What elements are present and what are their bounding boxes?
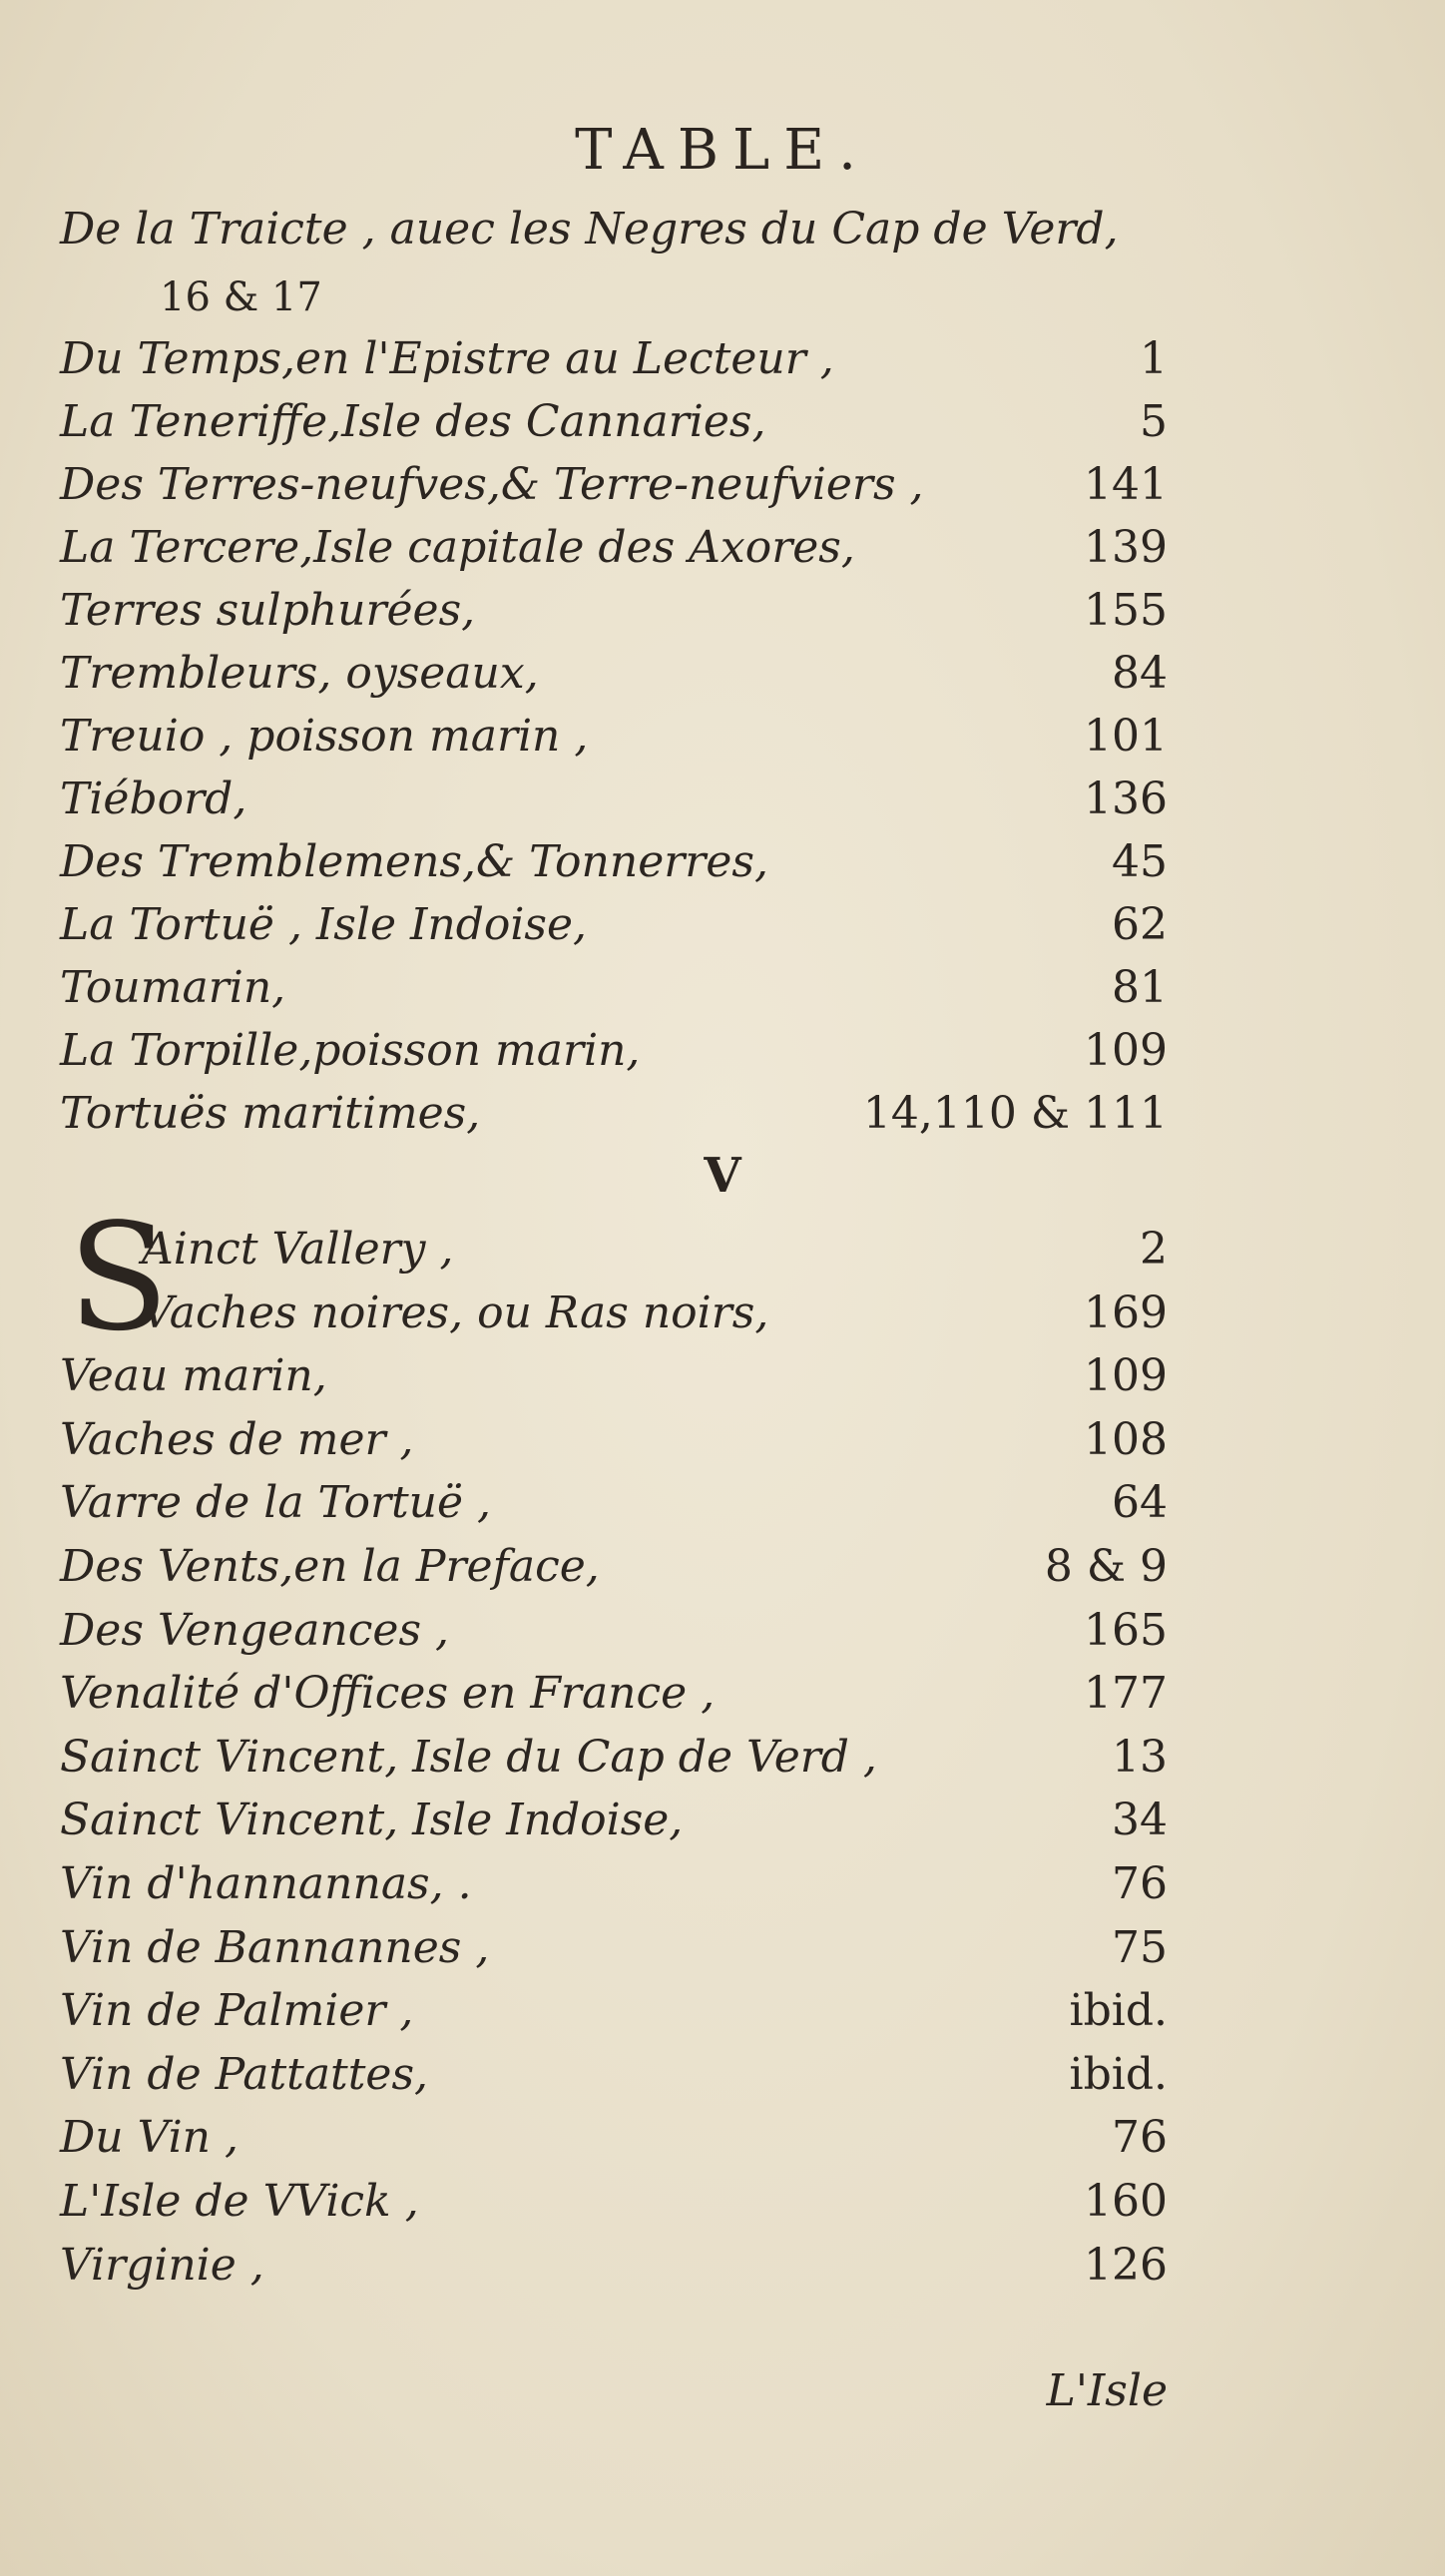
index-entry bbox=[60, 2172, 1168, 2232]
entry-page-number: 5 bbox=[1140, 396, 1168, 447]
entry-text: Tortuës maritimes, bbox=[60, 1088, 481, 1139]
entry-page-number: 177 bbox=[1084, 1668, 1168, 1720]
entry-page-number: 141 bbox=[1084, 459, 1168, 510]
index-entry bbox=[60, 832, 1168, 892]
page-title: TABLE. bbox=[575, 118, 870, 183]
entry-text: Ainct Vallery , bbox=[142, 1224, 454, 1275]
entry-text: Vaches de mer , bbox=[60, 1413, 414, 1465]
entry-text: Toumarin, bbox=[60, 962, 286, 1013]
entry-page-number: 136 bbox=[1084, 773, 1168, 824]
index-entry bbox=[60, 1601, 1168, 1661]
entry-text: Vaches noires, ou Ras noirs, bbox=[142, 1287, 769, 1338]
entry-page-number: 165 bbox=[1084, 1604, 1168, 1656]
index-entry bbox=[60, 1728, 1168, 1788]
index-entry bbox=[60, 1854, 1168, 1914]
entry-text: Du Temps,en l'Epistre au Lecteur , bbox=[60, 333, 834, 384]
index-entry bbox=[60, 329, 1168, 389]
entry-page-number: 45 bbox=[1112, 836, 1168, 887]
entry-text: Vin de Bannannes , bbox=[60, 1921, 490, 1973]
index-entry bbox=[60, 200, 1168, 259]
entry-page-number: ibid. bbox=[1069, 2048, 1168, 2100]
entry-text: Vin de Pattattes, bbox=[60, 2048, 429, 2100]
index-entry bbox=[60, 770, 1168, 829]
index-entry bbox=[60, 2045, 1168, 2105]
index-entry bbox=[60, 1410, 1168, 1470]
entry-text: Des Vengeances , bbox=[60, 1604, 450, 1656]
entry-page-number: 14,110 & 111 bbox=[862, 1088, 1168, 1139]
entry-text: L'Isle de VVick , bbox=[60, 2176, 419, 2227]
entry-text: Vin d'hannannas, . bbox=[60, 1858, 472, 1909]
entry-text: Des Vents,en la Preface, bbox=[60, 1541, 600, 1592]
entry-page-number: 108 bbox=[1084, 1413, 1168, 1465]
entry-page-number: 8 & 9 bbox=[1044, 1541, 1168, 1592]
entry-text: De la Traicte , auec les Negres du Cap de Verd, bbox=[60, 204, 1119, 255]
entry-text: Varre de la Tortuë , bbox=[60, 1477, 492, 1529]
entry-text: Tiébord, bbox=[60, 773, 247, 824]
entry-page-number: 139 bbox=[1084, 522, 1168, 573]
entry-page-number: 62 bbox=[1112, 899, 1168, 950]
index-entry bbox=[60, 1918, 1168, 1978]
entry-page-number: 160 bbox=[1084, 2176, 1168, 2227]
entry-text: Trembleurs, oyseaux, bbox=[60, 648, 539, 699]
entry-text: La Torpille,poisson marin, bbox=[60, 1025, 641, 1076]
index-entry bbox=[60, 392, 1168, 452]
entry-text: Terres sulphurées, bbox=[60, 585, 476, 636]
entry-page-number: 34 bbox=[1112, 1795, 1168, 1846]
entry-text: La Tortuë , Isle Indoise, bbox=[60, 899, 588, 950]
catchword: L'Isle bbox=[1046, 2365, 1168, 2416]
entry-page-number: 75 bbox=[1112, 1921, 1168, 1973]
index-entry bbox=[60, 707, 1168, 767]
entry-page-number: 2 bbox=[1140, 1224, 1168, 1275]
index-entry bbox=[60, 1473, 1168, 1533]
index-entry bbox=[60, 1084, 1168, 1144]
index-entry bbox=[60, 958, 1168, 1018]
index-entry bbox=[60, 2108, 1168, 2168]
index-entry bbox=[60, 1664, 1168, 1724]
index-entry bbox=[60, 1791, 1168, 1850]
index-entry bbox=[142, 1284, 1168, 1343]
entry-page-number: 64 bbox=[1112, 1477, 1168, 1529]
entry-page-number: 1 bbox=[1140, 333, 1168, 384]
index-entry bbox=[142, 1220, 1168, 1280]
entry-page-number: 81 bbox=[1112, 962, 1168, 1013]
index-entry bbox=[60, 1981, 1168, 2041]
entry-text: Virginie , bbox=[60, 2239, 264, 2291]
entry-text: Sainct Vincent, Isle Indoise, bbox=[60, 1795, 684, 1846]
index-entry bbox=[60, 2236, 1168, 2296]
entry-page-number: 169 bbox=[1084, 1287, 1168, 1338]
entry-text: Des Terres-neufves,& Terre-neufviers , bbox=[60, 459, 924, 510]
index-entry bbox=[60, 644, 1168, 704]
entry-page-number: 109 bbox=[1084, 1025, 1168, 1076]
entry-page-number: 126 bbox=[1084, 2239, 1168, 2291]
entry-text: Sainct Vincent, Isle du Cap de Verd , bbox=[60, 1731, 877, 1783]
drop-capital: S bbox=[68, 1192, 170, 1363]
index-entry bbox=[60, 895, 1168, 955]
entry-page-continuation: 16 & 17 bbox=[160, 274, 322, 320]
index-entry bbox=[60, 581, 1168, 641]
entry-page-number: 101 bbox=[1084, 711, 1168, 762]
entry-text: Veau marin, bbox=[60, 1350, 327, 1402]
entry-page-number: 84 bbox=[1112, 648, 1168, 699]
entry-text: Treuio , poisson marin , bbox=[60, 711, 589, 762]
entry-page-number: 76 bbox=[1112, 1858, 1168, 1909]
entry-text: La Teneriffe,Isle des Cannaries, bbox=[60, 396, 766, 447]
entry-page-number: 13 bbox=[1112, 1731, 1168, 1783]
entry-text: Des Tremblemens,& Tonnerres, bbox=[60, 836, 768, 887]
entry-text: Venalité d'Offices en France , bbox=[60, 1668, 716, 1720]
index-entry bbox=[60, 1346, 1168, 1406]
entry-text: Du Vin , bbox=[60, 2112, 239, 2164]
entry-text: Vin de Palmier , bbox=[60, 1985, 414, 2037]
section-letter-v: V bbox=[704, 1148, 741, 1204]
index-entry bbox=[60, 518, 1168, 578]
entry-page-number: 76 bbox=[1112, 2112, 1168, 2164]
entry-page-number: 155 bbox=[1084, 585, 1168, 636]
entry-text: La Tercere,Isle capitale des Axores, bbox=[60, 522, 855, 573]
entry-page-number: ibid. bbox=[1069, 1985, 1168, 2037]
index-entry bbox=[60, 1021, 1168, 1081]
entry-page-number: 109 bbox=[1084, 1350, 1168, 1402]
index-entry bbox=[60, 455, 1168, 515]
index-entry bbox=[60, 1537, 1168, 1597]
